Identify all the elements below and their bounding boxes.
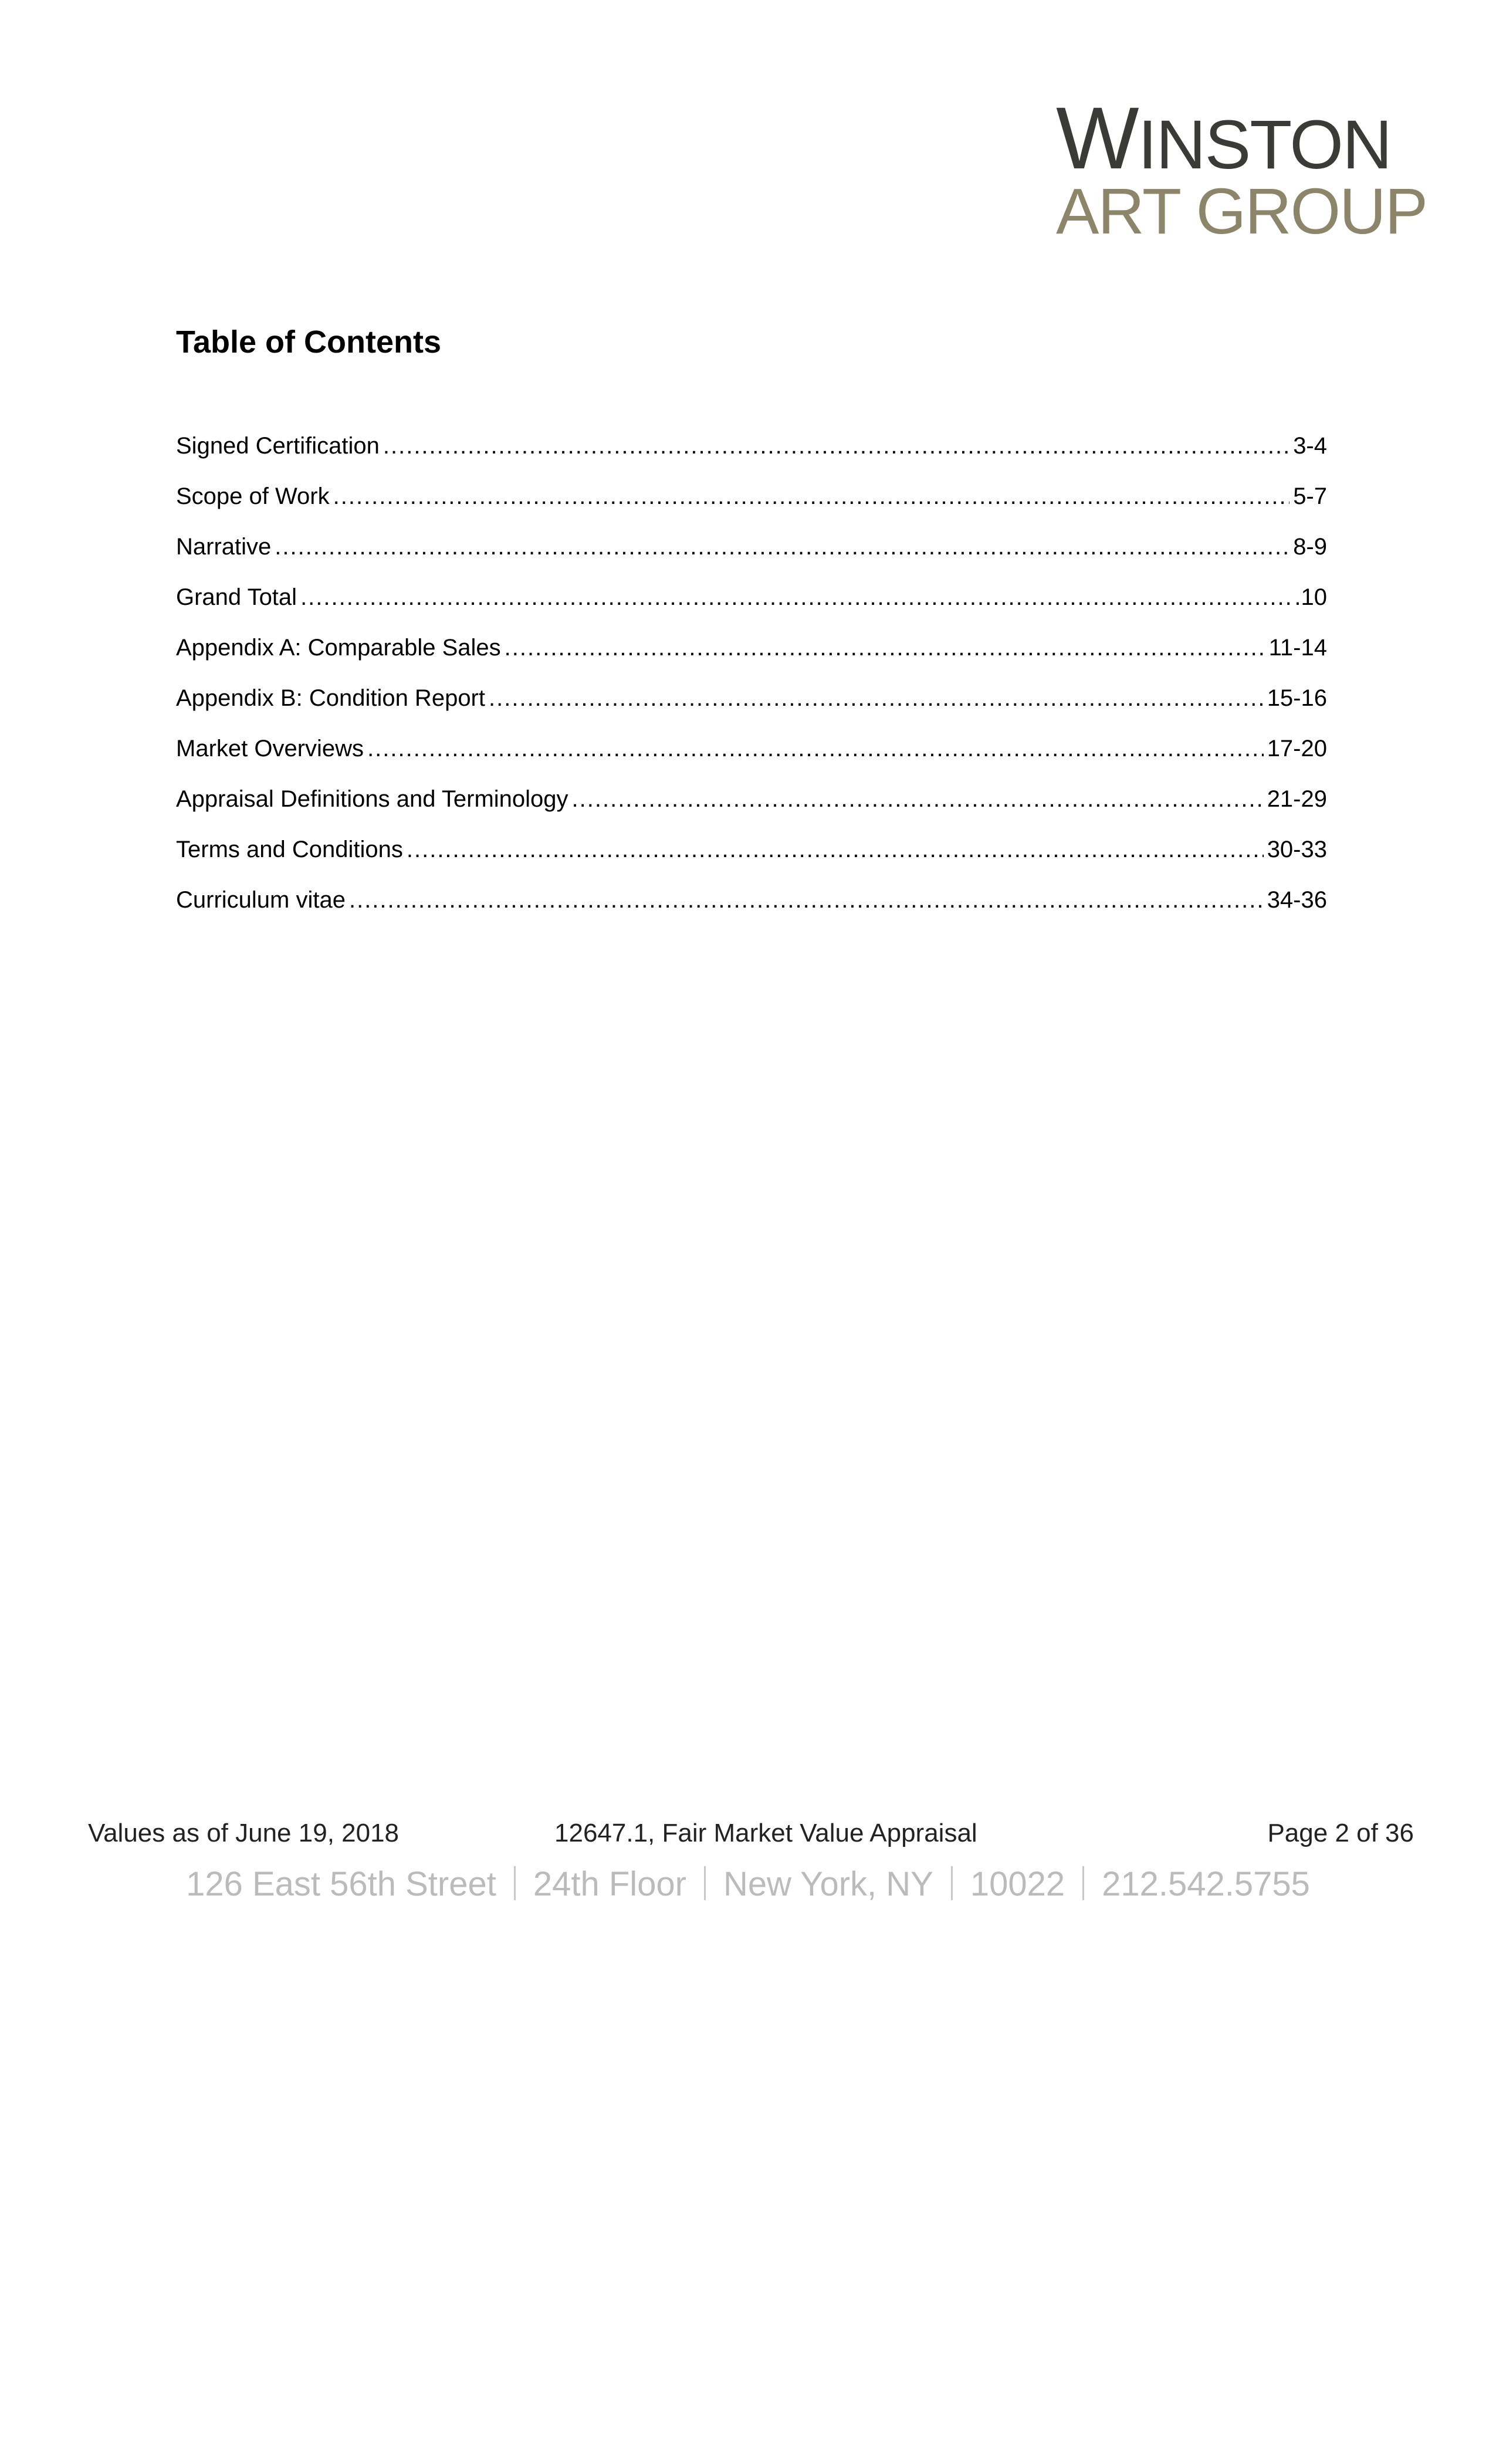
toc-item-curriculum-vitae [176, 887, 1327, 937]
toc-item-pages: 21-29 [1267, 786, 1327, 812]
toc-item-pages: 11-14 [1268, 635, 1327, 661]
toc-item-label: Curriculum vitae [176, 887, 346, 913]
toc-item-appendix-b [176, 685, 1327, 736]
toc-leader-dots [505, 635, 1265, 661]
toc-item-label: Scope of Work [176, 483, 330, 509]
toc-item-label: Narrative [176, 534, 272, 560]
address-phone: 212.542.5755 [1102, 1865, 1310, 1903]
toc-leader-dots [383, 433, 1289, 459]
footer-page-number: Page 2 of 36 [1267, 1819, 1414, 1847]
winston-art-group-logo [1056, 89, 1427, 248]
footer-appraisal-id: 12647.1, Fair Market Value Appraisal [554, 1819, 977, 1847]
toc-leader-dots [407, 837, 1264, 863]
address-separator [514, 1866, 516, 1900]
toc-item-label: Signed Certification [176, 433, 380, 459]
address-city: New York, NY [723, 1865, 933, 1903]
toc-item-pages: 34-36 [1267, 887, 1327, 913]
toc-item-market-overviews [176, 736, 1327, 786]
footer-values-date: Values as of June 19, 2018 [88, 1819, 400, 1847]
toc-item-label: Appendix A: Comparable Sales [176, 635, 501, 661]
toc-item-signed-certification [176, 433, 1327, 483]
logo-initial: W [1056, 89, 1138, 187]
toc-item-pages: 15-16 [1267, 685, 1327, 711]
toc-item-label: Appraisal Definitions and Terminology [176, 786, 568, 812]
toc-leader-dots [349, 887, 1264, 913]
logo-line-winston [1056, 89, 1392, 187]
toc-leader-dots [489, 685, 1264, 712]
toc-leader-dots [572, 786, 1264, 813]
toc-item-appraisal-definitions [176, 786, 1327, 837]
toc-item-pages: 3-4 [1293, 433, 1327, 459]
address-separator [1082, 1866, 1084, 1900]
toc-title: Table of Contents [176, 324, 441, 360]
toc-item-pages: 8-9 [1293, 534, 1327, 560]
toc-item-appendix-a [176, 635, 1327, 685]
toc-item-grand-total [176, 584, 1327, 635]
toc-item-scope-of-work [176, 483, 1327, 534]
toc-item-pages: .10 [1294, 584, 1327, 610]
address-separator [951, 1866, 953, 1900]
toc-item-terms-and-conditions [176, 837, 1327, 887]
toc-item-label: Grand Total [176, 584, 297, 610]
toc-leader-dots [275, 534, 1289, 560]
address-street: 126 East 56th Street [186, 1865, 496, 1903]
address-zip: 10022 [970, 1865, 1065, 1903]
toc-leader-dots [367, 736, 1264, 762]
toc-item-pages: 30-33 [1267, 837, 1327, 862]
logo-line-art-group: ART GROUP [1056, 175, 1427, 248]
address-separator [704, 1866, 706, 1900]
address-floor: 24th Floor [533, 1865, 687, 1903]
toc-item-pages: 5-7 [1293, 483, 1327, 509]
toc-item-narrative [176, 534, 1327, 584]
toc-item-pages: 17-20 [1267, 736, 1327, 761]
logo-rest: INSTON [1138, 106, 1392, 184]
toc-item-label: Appendix B: Condition Report [176, 685, 485, 711]
table-of-contents [176, 433, 1327, 937]
footer-address [0, 1864, 1496, 1904]
toc-item-label: Market Overviews [176, 736, 364, 761]
toc-item-label: Terms and Conditions [176, 837, 403, 862]
toc-leader-dots [300, 584, 1291, 611]
toc-leader-dots [333, 483, 1290, 510]
